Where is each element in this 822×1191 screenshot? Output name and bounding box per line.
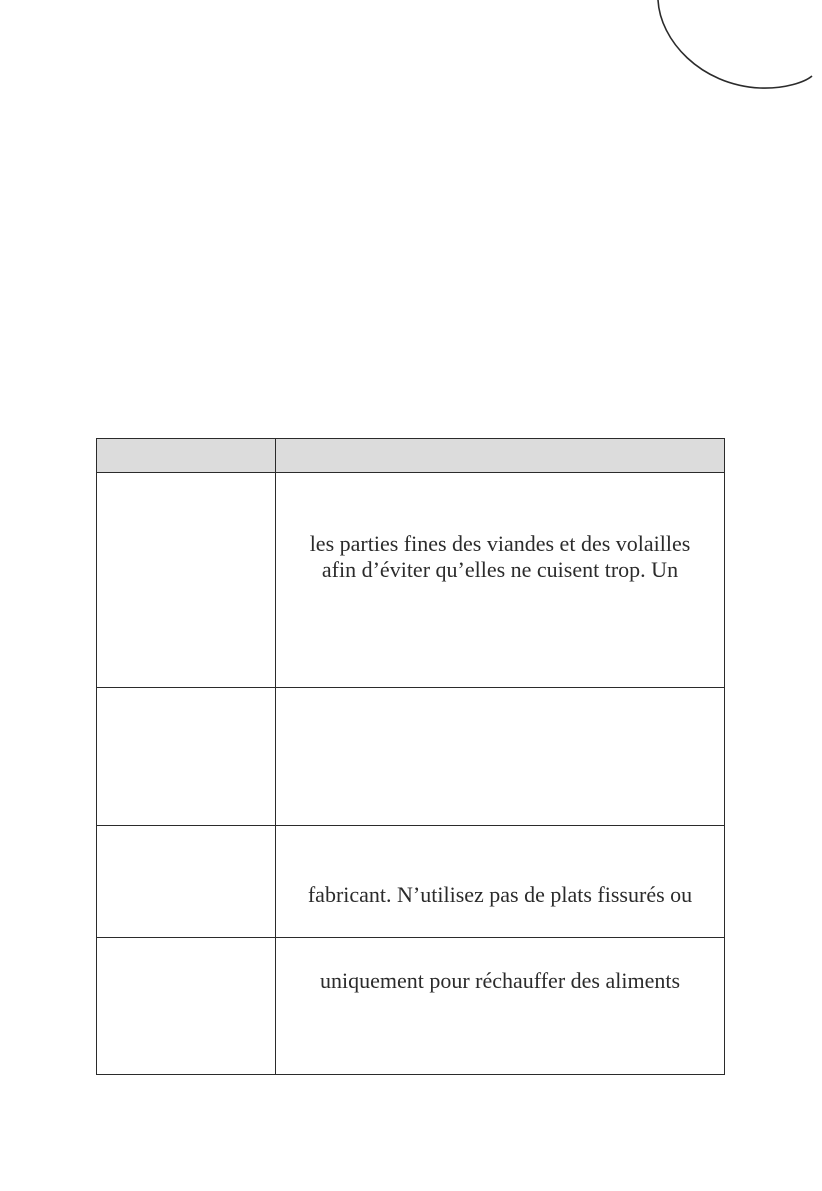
row-content-cell (276, 473, 725, 688)
table-row (97, 938, 725, 1075)
info-table-container (96, 438, 724, 1075)
row-content-cell (276, 826, 725, 938)
row-content-cell (276, 938, 725, 1075)
row-content-cell (276, 688, 725, 826)
row-label-cell (97, 826, 276, 938)
info-table (96, 438, 725, 1075)
table-header-row (97, 439, 725, 473)
row-label-cell (97, 473, 276, 688)
content-line: les parties fines des viandes et des volailles (309, 531, 691, 556)
table-row (97, 473, 725, 688)
table-row (97, 688, 725, 826)
content-line: afin d’éviter qu’elles ne cuisent trop. Un (321, 557, 679, 582)
row-label-cell (97, 688, 276, 826)
header-cell-2 (276, 439, 725, 473)
content-line: uniquement pour réchauffer des aliments (319, 968, 681, 993)
content-line: fabricant. N’utilisez pas de plats fissurés ou (307, 882, 693, 907)
table-row (97, 826, 725, 938)
corner-arc-decoration (0, 0, 822, 120)
row-label-cell (97, 938, 276, 1075)
header-cell-1 (97, 439, 276, 473)
